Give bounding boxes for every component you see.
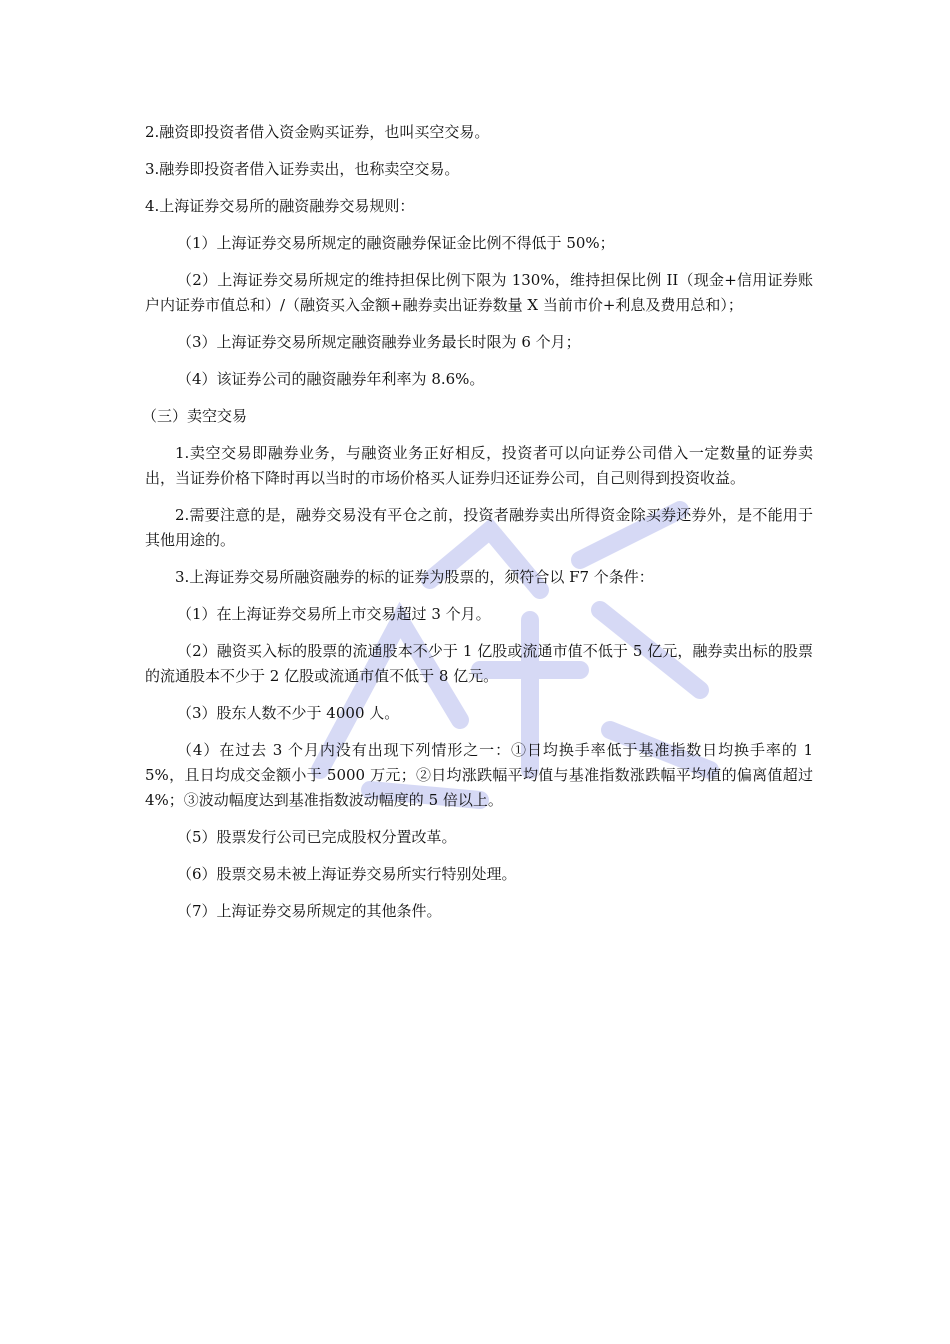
paragraph-sse-rules-heading: 4.上海证券交易所的融资融券交易规则：: [145, 197, 415, 215]
rule-item-1: （1）上海证券交易所规定的融资融券保证金比例不得低于 50%；: [177, 234, 615, 252]
rule-item-2: （2）上海证券交易所规定的维持担保比例下限为 130%，维持担保比例 II（现金+信用证券账户内证券市值总和）/（融资买入金额+融券卖出证券数量 X 当前市价+利息及费用总和）；: [145, 271, 813, 314]
rule-item-4: （4）该证券公司的融资融券年利率为 8.6%。: [177, 370, 485, 388]
section-heading-short-selling: （三）卖空交易: [142, 407, 248, 425]
condition-item-2: （2）融资买入标的股票的流通股本不少于 1 亿股或流通市值不低于 5 亿元，融券卖出标的股票的流通股本不少于 2 亿股或流通市值不低于 8 亿元。: [145, 642, 813, 685]
rule-item-3: （3）上海证券交易所规定融资融券业务最长时限为 6 个月；: [177, 333, 581, 351]
condition-item-7: （7）上海证券交易所规定的其他条件。: [177, 902, 442, 920]
condition-item-3: （3）股东人数不少于 4000 人。: [177, 704, 400, 722]
paragraph-short-selling-3: 3.上海证券交易所融资融券的标的证券为股票的，须符合以 F7 个条件：: [175, 568, 654, 586]
paragraph-securities-lending-definition: 3.融券即投资者借入证券卖出，也称卖空交易。: [145, 160, 460, 178]
document-body: [142, 120, 813, 936]
paragraph-financing-definition: 2.融资即投资者借入资金购买证券，也叫买空交易。: [145, 123, 490, 141]
condition-item-6: （6）股票交易未被上海证券交易所实行特别处理。: [177, 865, 517, 883]
condition-item-4: （4）在过去 3 个月内没有出现下列情形之一：①日均换手率低于基准指数日均换手率的 15%，且日均成交金额小于 5000 万元；②日均涨跌幅平均值与基准指数涨跌幅平均值的偏离值超过 4%；③波动幅度达到基准指数波动幅度的 5 倍以上。: [145, 741, 813, 809]
paragraph-short-selling-1: 1.卖空交易即融券业务，与融资业务正好相反，投资者可以向证券公司借入一定数量的证券卖出，当证券价格下降时再以当时的市场价格买人证券归还证券公司，自己则得到投资收益。: [145, 444, 813, 487]
condition-item-1: （1）在上海证券交易所上市交易超过 3 个月。: [177, 605, 491, 623]
paragraph-short-selling-2: 2.需要注意的是，融券交易没有平仓之前，投资者融券卖出所得资金除买券还券外，是不能用于其他用途的。: [145, 506, 813, 549]
condition-item-5: （5）股票发行公司已完成股权分置改革。: [177, 828, 457, 846]
